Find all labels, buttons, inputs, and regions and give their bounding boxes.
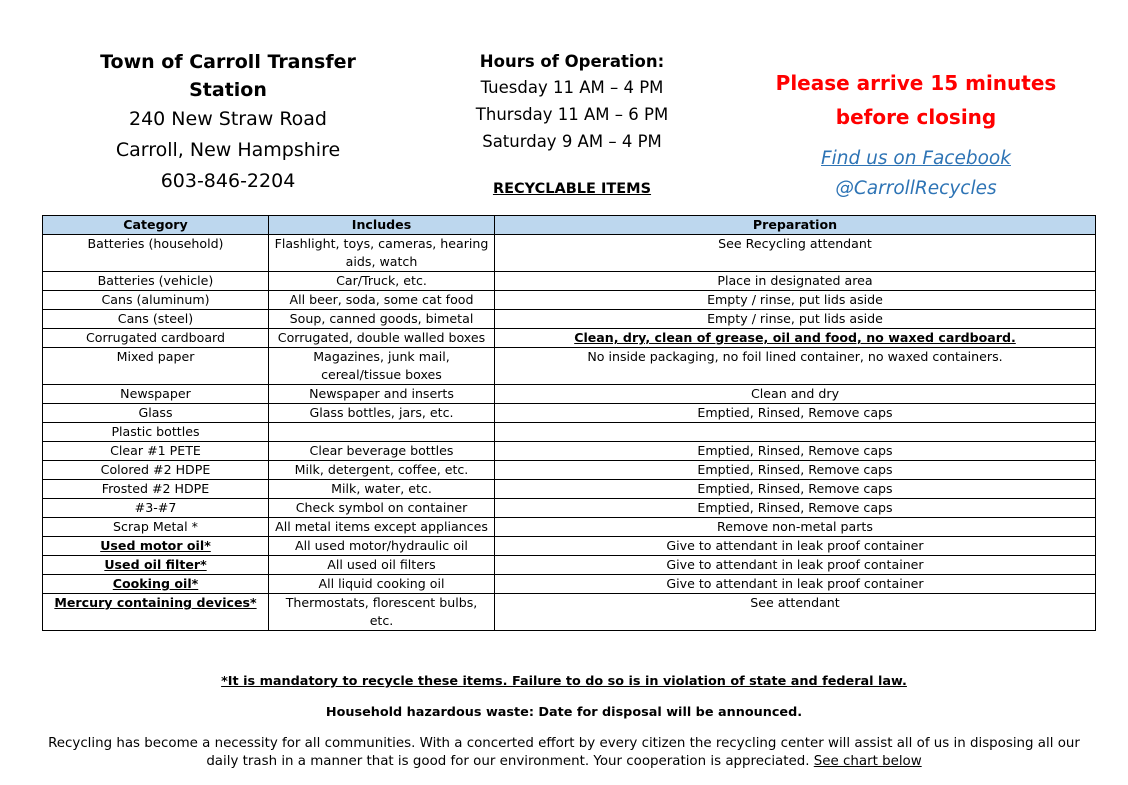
recycling-statement [40,735,1088,771]
cell-preparation: Emptied, Rinsed, Remove caps [495,480,1096,499]
cell-category: Frosted #2 HDPE [43,480,269,499]
column-header-category: Category [43,216,269,235]
cell-includes: All liquid cooking oil [269,575,495,594]
station-name: Town of Carroll Transfer Station [100,51,356,101]
cell-category: Cans (steel) [43,310,269,329]
facebook-link[interactable]: Find us on Facebook [821,148,1011,169]
cell-preparation: Emptied, Rinsed, Remove caps [495,442,1096,461]
table-row [43,291,1096,310]
notice-line-1: Please arrive 15 minutes [775,71,1057,95]
cell-category: Colored #2 HDPE [43,461,269,480]
cell-category: Corrugated cardboard [43,329,269,348]
hazardous-waste-note: Household hazardous waste: Date for disposal will be announced. [325,705,803,720]
recyclable-items-table [42,215,1096,631]
table-row [43,499,1096,518]
cell-includes: All beer, soda, some cat food [269,291,495,310]
cell-preparation: Clean and dry [495,385,1096,404]
hours-of-operation [452,49,692,155]
address-line-1: 240 New Straw Road [128,108,327,130]
cell-category: Cans (aluminum) [43,291,269,310]
table-row [43,310,1096,329]
cell-includes: Milk, water, etc. [269,480,495,499]
address-line-2: Carroll, New Hampshire [115,139,341,161]
cell-includes: Soup, canned goods, bimetal [269,310,495,329]
cell-preparation: Empty / rinse, put lids aside [495,310,1096,329]
table-row [43,423,1096,442]
mandatory-note: *It is mandatory to recycle these items. Failure to do so is in violation of state and federal law. [221,674,907,689]
table-row [43,235,1096,272]
cell-includes: Milk, detergent, coffee, etc. [269,461,495,480]
hours-row: Saturday 9 AM – 4 PM [482,132,662,151]
cell-category: Mercury containing devices* [43,594,269,631]
cell-category: Batteries (household) [43,235,269,272]
table-row [43,537,1096,556]
cell-category: Mixed paper [43,348,269,385]
cell-category: Used motor oil* [43,537,269,556]
column-header-includes: Includes [269,216,495,235]
phone-number: 603-846-2204 [160,170,296,192]
closing-notice [760,66,1072,204]
station-info [62,48,394,197]
cell-preparation [495,423,1096,442]
cell-preparation: Remove non-metal parts [495,518,1096,537]
cell-includes: Flashlight, toys, cameras, hearing aids, watch [269,235,495,272]
cell-preparation: No inside packaging, no foil lined container, no waxed containers. [495,348,1096,385]
table-row [43,480,1096,499]
cell-preparation: Empty / rinse, put lids aside [495,291,1096,310]
cell-category: #3-#7 [43,499,269,518]
table-row [43,442,1096,461]
table-row [43,404,1096,423]
statement-text: Recycling has become a necessity for all communities. With a concerted effort by every citizen the recycling center will assist all of us in disposing all our daily trash in a manner that is good for our environment. Your cooperation is appreciated. [48,736,1080,769]
column-header-preparation: Preparation [495,216,1096,235]
cell-preparation: See attendant [495,594,1096,631]
table-row [43,461,1096,480]
cell-preparation: See Recycling attendant [495,235,1096,272]
cell-includes: Check symbol on container [269,499,495,518]
cell-includes: All used oil filters [269,556,495,575]
cell-preparation: Place in designated area [495,272,1096,291]
notice-line-2: before closing [835,105,997,129]
table-row [43,329,1096,348]
cell-includes: Newspaper and inserts [269,385,495,404]
cell-preparation: Emptied, Rinsed, Remove caps [495,404,1096,423]
cell-preparation: Clean, dry, clean of grease, oil and food, no waxed cardboard. [495,329,1096,348]
table-row [43,348,1096,385]
hours-row: Tuesday 11 AM – 4 PM [480,78,664,97]
hours-title: Hours of Operation: [479,52,665,71]
cell-preparation: Give to attendant in leak proof container [495,537,1096,556]
table-row [43,272,1096,291]
cell-category: Glass [43,404,269,423]
cell-category: Scrap Metal * [43,518,269,537]
cell-includes: Magazines, junk mail, cereal/tissue boxes [269,348,495,385]
cell-includes: Car/Truck, etc. [269,272,495,291]
table-row [43,594,1096,631]
facebook-block [760,144,1072,204]
see-chart-link[interactable]: See chart below [813,754,922,769]
cell-includes: Thermostats, florescent bulbs, etc. [269,594,495,631]
cell-category: Cooking oil* [43,575,269,594]
table-row [43,385,1096,404]
cell-category: Plastic bottles [43,423,269,442]
cell-includes: Clear beverage bottles [269,442,495,461]
cell-preparation: Emptied, Rinsed, Remove caps [495,499,1096,518]
cell-category: Clear #1 PETE [43,442,269,461]
cell-category: Newspaper [43,385,269,404]
table-row [43,518,1096,537]
cell-includes: Corrugated, double walled boxes [269,329,495,348]
hours-row: Thursday 11 AM – 6 PM [475,105,669,124]
table-row [43,575,1096,594]
cell-includes: Glass bottles, jars, etc. [269,404,495,423]
cell-includes [269,423,495,442]
cell-category: Used oil filter* [43,556,269,575]
section-title: RECYCLABLE ITEMS [492,181,652,197]
cell-category: Batteries (vehicle) [43,272,269,291]
facebook-handle: @CarrollRecycles [835,178,997,199]
cell-preparation: Give to attendant in leak proof container [495,575,1096,594]
cell-preparation: Emptied, Rinsed, Remove caps [495,461,1096,480]
cell-preparation: Give to attendant in leak proof container [495,556,1096,575]
table-row [43,556,1096,575]
cell-includes: All metal items except appliances [269,518,495,537]
cell-includes: All used motor/hydraulic oil [269,537,495,556]
table-header-row [43,216,1096,235]
